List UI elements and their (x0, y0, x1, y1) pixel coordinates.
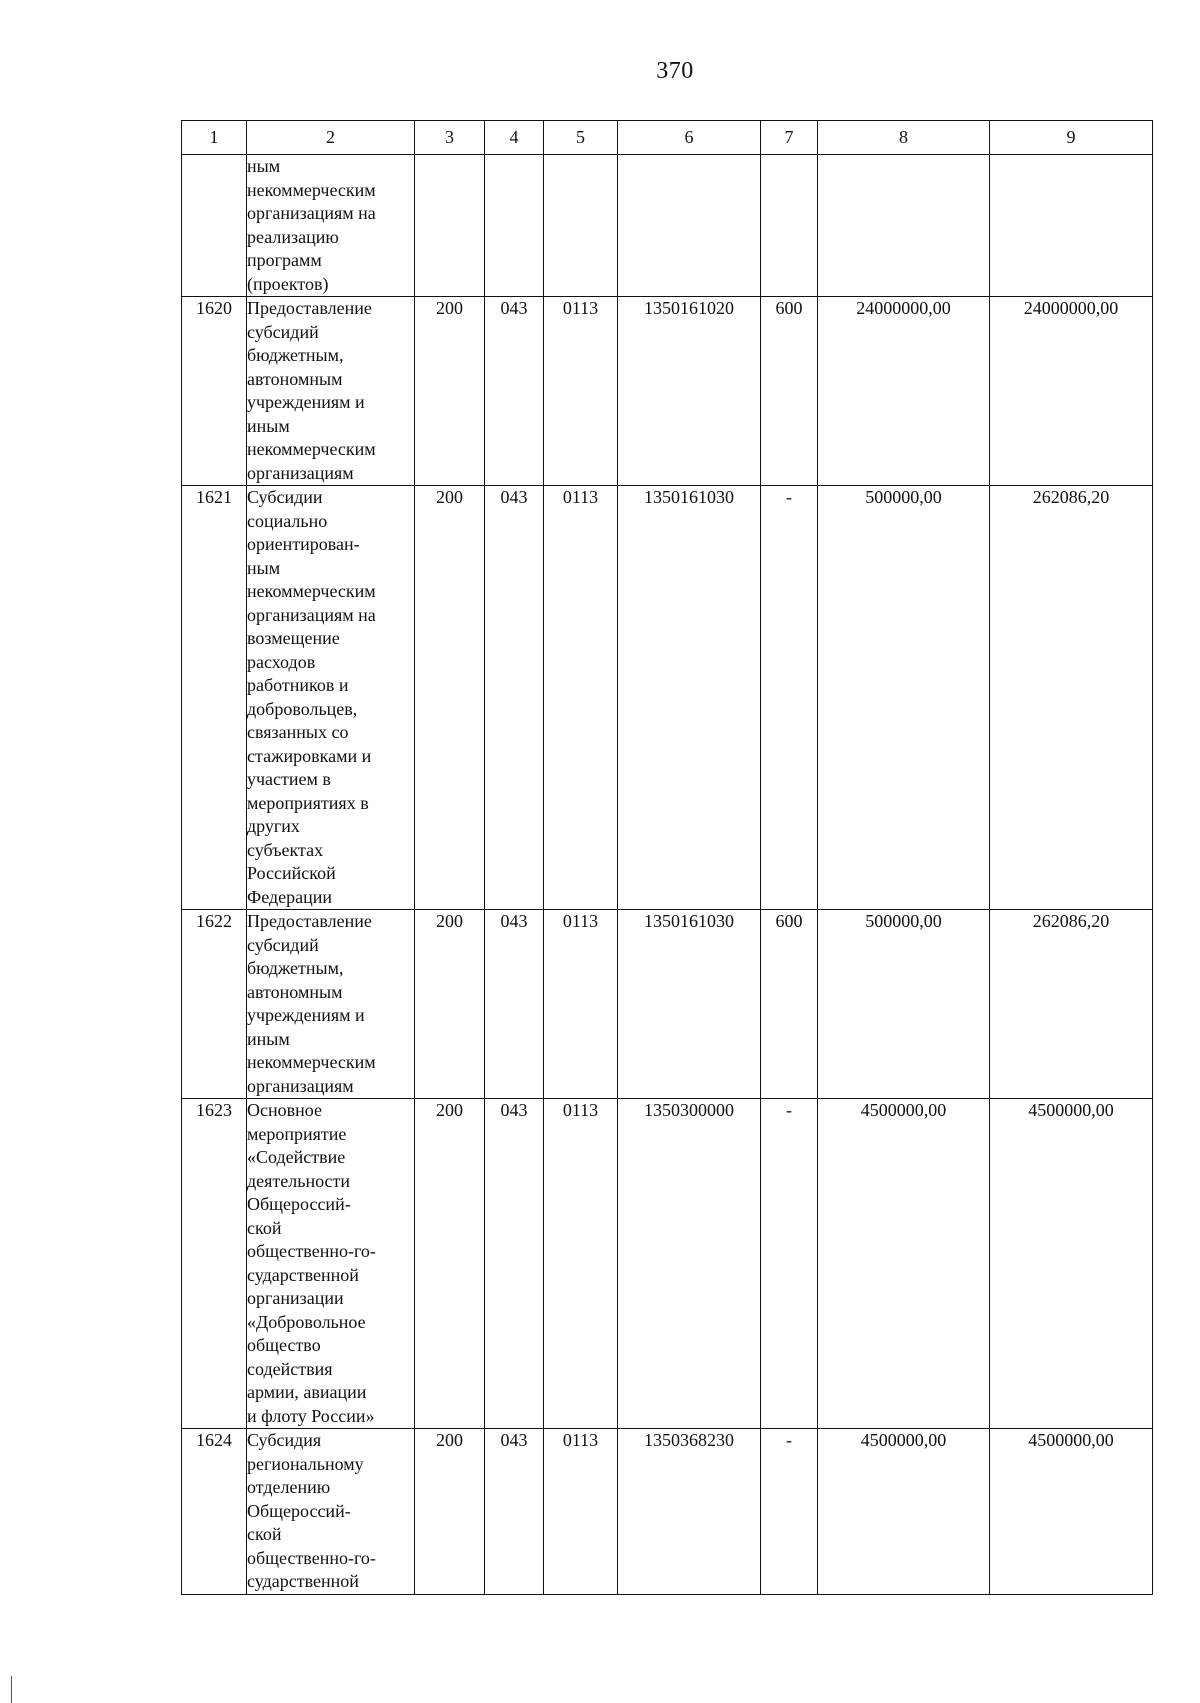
cell-col3: 200 (415, 1429, 485, 1595)
row-number: 1622 (182, 910, 247, 1099)
cell-col8 (818, 155, 990, 297)
cell-col3 (415, 155, 485, 297)
cell-col8: 24000000,00 (818, 297, 990, 486)
cell-col6: 1350161030 (618, 486, 761, 910)
row-name-cell (247, 1429, 415, 1595)
cell-col5: 0113 (544, 910, 618, 1099)
row-name: Предоставление субсидий бюджетным, автономным учреждениям и иным некоммерческим организациям (247, 298, 376, 483)
scan-edge-mark (11, 1676, 12, 1703)
cell-col5: 0113 (544, 297, 618, 486)
cell-col7: 600 (761, 297, 818, 486)
row-number (182, 155, 247, 297)
cell-col4: 043 (485, 1099, 544, 1429)
row-name: Субсидии социально ориентирован- ным некоммерческим организациям на возмещение расходов работников и добровольцев, связанных со стажировками и участием в мероприятиях в других субъектах Российской Федерации (247, 487, 376, 907)
cell-col5: 0113 (544, 486, 618, 910)
cell-col9: 4500000,00 (990, 1429, 1153, 1595)
cell-col7 (761, 155, 818, 297)
cell-col8: 500000,00 (818, 910, 990, 1099)
column-header-3: 3 (415, 121, 485, 155)
column-header-2: 2 (247, 121, 415, 155)
row-name: Предоставление субсидий бюджетным, автономным учреждениям и иным некоммерческим организациям (247, 911, 376, 1096)
cell-col3: 200 (415, 1099, 485, 1429)
cell-col6: 1350161030 (618, 910, 761, 1099)
column-header-5: 5 (544, 121, 618, 155)
cell-col7: 600 (761, 910, 818, 1099)
row-name: Субсидия региональному отделению Общероссий- ской общественно-го- сударственной (247, 1430, 376, 1591)
cell-col6 (618, 155, 761, 297)
cell-col4: 043 (485, 297, 544, 486)
row-number: 1620 (182, 297, 247, 486)
cell-col6: 1350368230 (618, 1429, 761, 1595)
cell-col4 (485, 155, 544, 297)
column-header-8: 8 (818, 121, 990, 155)
column-header-6: 6 (618, 121, 761, 155)
table-row (182, 297, 1153, 486)
table-row (182, 486, 1153, 910)
row-number: 1624 (182, 1429, 247, 1595)
cell-col7: - (761, 1429, 818, 1595)
cell-col9: 24000000,00 (990, 297, 1153, 486)
cell-col7: - (761, 1099, 818, 1429)
column-header-7: 7 (761, 121, 818, 155)
cell-col4: 043 (485, 910, 544, 1099)
cell-col5: 0113 (544, 1429, 618, 1595)
cell-col9 (990, 155, 1153, 297)
cell-col5: 0113 (544, 1099, 618, 1429)
cell-col3: 200 (415, 486, 485, 910)
cell-col5 (544, 155, 618, 297)
row-name-cell (247, 155, 415, 297)
cell-col7: - (761, 486, 818, 910)
column-header-1: 1 (182, 121, 247, 155)
row-number: 1623 (182, 1099, 247, 1429)
cell-col4: 043 (485, 486, 544, 910)
cell-col9: 262086,20 (990, 910, 1153, 1099)
column-header-9: 9 (990, 121, 1153, 155)
cell-col6: 1350161020 (618, 297, 761, 486)
cell-col8: 500000,00 (818, 486, 990, 910)
table-row (182, 155, 1153, 297)
cell-col3: 200 (415, 910, 485, 1099)
page-number: 370 (656, 58, 694, 84)
row-name: ным некоммерческим организациям на реализацию программ (проектов) (247, 156, 376, 294)
table-row (182, 1099, 1153, 1429)
row-name-cell (247, 910, 415, 1099)
budget-table (181, 120, 1153, 1595)
column-header-4: 4 (485, 121, 544, 155)
table-row (182, 910, 1153, 1099)
cell-col8: 4500000,00 (818, 1429, 990, 1595)
cell-col9: 4500000,00 (990, 1099, 1153, 1429)
cell-col6: 1350300000 (618, 1099, 761, 1429)
row-name-cell (247, 1099, 415, 1429)
header-row (182, 121, 1153, 155)
cell-col8: 4500000,00 (818, 1099, 990, 1429)
row-number: 1621 (182, 486, 247, 910)
cell-col9: 262086,20 (990, 486, 1153, 910)
row-name-cell (247, 297, 415, 486)
cell-col4: 043 (485, 1429, 544, 1595)
row-name-cell (247, 486, 415, 910)
row-name: Основное мероприятие «Содействие деятельности Общероссий- ской общественно-го- сударственной организации «Добровольное общество содействия армии, авиации и флоту России» (247, 1100, 376, 1426)
cell-col3: 200 (415, 297, 485, 486)
table-row (182, 1429, 1153, 1595)
